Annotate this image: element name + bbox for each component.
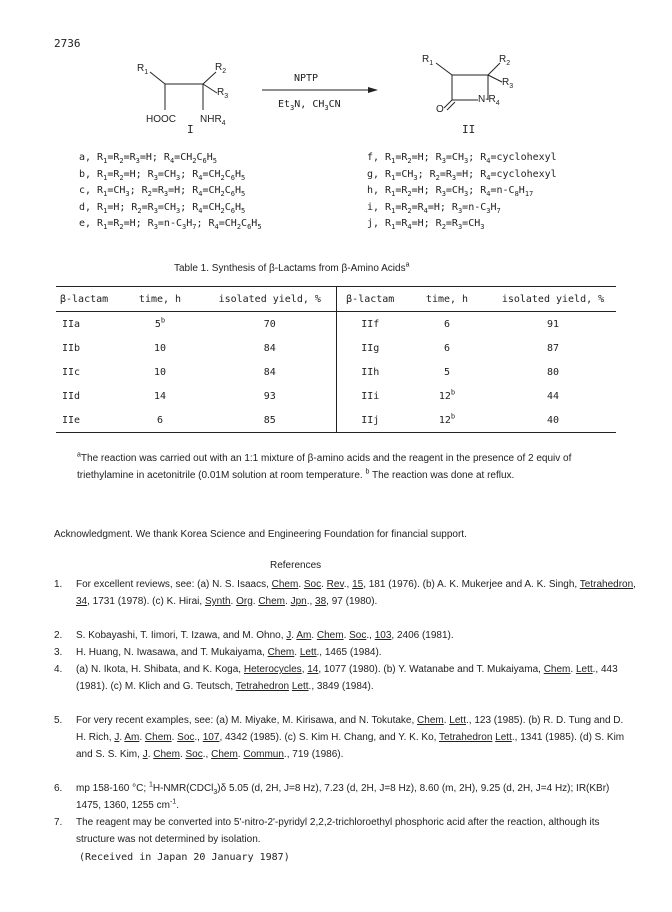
compound-g: g, $R_1=CH_3$; $R_2=R_3=H$; $R_4=cyclohexyl$ xyxy=(367,168,557,182)
compound-e: e, $R_1=R_2=H$; $R_3=n-C_3H_7$; $R_4=CH_2C_6H_5$ xyxy=(79,218,262,231)
table-footnotes xyxy=(77,450,577,484)
compound-f: f, $R_1=R_2=H$; $R_3=CH_3$; $R_4=cyclohexyl$ xyxy=(367,152,557,165)
reagent-below: $Et_3N$, $CH_3CN$ xyxy=(278,99,341,112)
table-cell: 87 xyxy=(546,342,560,354)
reference-item: 3. H. Huang, N. Iwasawa, and T. Mukaiyama, Chem. Lett., 1465 (1984). xyxy=(54,644,636,661)
table-cell: 85 xyxy=(263,414,276,426)
reaction-arrow xyxy=(262,87,378,93)
results-table xyxy=(56,286,616,433)
table-cell: 6 xyxy=(443,318,451,330)
table-header: β-lactam xyxy=(60,293,109,305)
table-header: isolated yield, % xyxy=(501,293,605,305)
table-caption xyxy=(174,263,410,274)
compound-c: c, $R_1=CH_3$; $R_2=R_3=H$; $R_4=CH_2C_6H_5$ xyxy=(79,185,246,198)
table-cell: 44 xyxy=(546,390,560,402)
reference-number: 5. xyxy=(54,715,63,726)
table-row xyxy=(56,336,616,360)
reagent-above: NPTP xyxy=(294,73,319,84)
table-cell: 10 xyxy=(153,366,167,378)
table-caption-note: a xyxy=(405,261,410,269)
table-header: isolated yield, % xyxy=(218,293,321,305)
footnote-b-marker: b xyxy=(450,388,456,397)
reference-item: 6. mp 158-160 °C; $^1$H-NMR(CDCl$_3$)δ 5.05 (d, 2H, J=8 Hz), 7.23 (d, 2H, J=8 Hz), 8.60 (m, 2H), 9.25 (d, 2H, J=4 Hz); IR(KBr) 1475, 1360, 1255 $cm^{-1}$. xyxy=(54,781,610,811)
table-cell-value: 5 xyxy=(154,318,161,330)
table-cell: 91 xyxy=(546,318,560,330)
table-cell: IIb xyxy=(62,342,81,354)
label-hooc: HOOC xyxy=(146,114,176,125)
acknowledgment: Acknowledgment. We thank Korea Science and Engineering Foundation for financial support. xyxy=(54,529,467,540)
table-row xyxy=(56,384,616,408)
table-caption-text: Table 1. Synthesis of β-Lactams from β-Amino Acids xyxy=(174,263,406,274)
reference-item: 7. The reagent may be converted into 5'-nitro-2'-pyridyl 2,2,2-trichloroethyl phosphoric acid after the reaction, although its structure was not determined by isolation. xyxy=(54,814,636,848)
compound-a: a, $R_1=R_2=R_3=H$; $R_4=CH_2C_6H_5$ xyxy=(79,152,217,165)
table-cell: IIg xyxy=(336,336,404,360)
compound-b: b, $R_1=R_2=H$; $R_3=CH_3$; $R_4=CH_2C_6H_5$ xyxy=(79,168,246,182)
footnote-b-marker: b xyxy=(450,412,456,421)
table-cell: 84 xyxy=(263,366,276,378)
label-r1: $R_1$ xyxy=(137,63,149,76)
references-heading: References xyxy=(270,560,322,571)
table-cell: 10 xyxy=(153,342,167,354)
table-cell: IIi xyxy=(336,384,404,408)
reference-item: 2. S. Kobayashi, T. Iimori, T. Izawa, and M. Ohno, J. Am. Chem. Soc., 103, 2406 (1981). xyxy=(54,627,636,644)
table-cell: IIc xyxy=(62,366,81,378)
compound-i: i, $R_1=R_2=R_4=H$; $R_3=n-C_3H_7$ xyxy=(367,201,501,215)
table-cell xyxy=(116,312,204,336)
compound-d: d, $R_1=H$; $R_2=R_3=CH_3$; $R_4=CH_2C_6H_5$ xyxy=(79,201,246,215)
footnote-a: The reaction was carried out with an 1:1 mixture of β-amino acids and the reagent in the presence of 2 equiv of triethylamine in acetonitrile (0.01M solution at room temperature. xyxy=(77,453,572,481)
table-cell: IIh xyxy=(336,360,404,384)
substituent-list-right xyxy=(367,150,557,233)
table-cell: 5 xyxy=(443,366,451,378)
footnote-a-marker: a xyxy=(77,451,81,459)
table-cell: IIj xyxy=(336,408,404,432)
reaction-scheme xyxy=(0,0,672,145)
label-r1: $R_1$ xyxy=(422,54,434,67)
substituent-list-left xyxy=(79,150,262,233)
reference-item: 1. For excellent reviews, see: (a) N. S. Isaacs, Chem. Soc. Rev., 15, 181 (1976). (b) A. K. Mukerjee and A. K. Singh, Tetrahedron, 34, 1731 (1978). (c) K. Hirai, Synth. Org. Chem. Jpn., 38, 97 (1980). xyxy=(54,576,636,610)
scheme-structures xyxy=(0,0,672,145)
table-cell: 6 xyxy=(443,342,451,354)
table-cell: 40 xyxy=(546,414,560,426)
table-cell: 14 xyxy=(153,390,167,402)
reference-item: 4. (a) N. Ikota, H. Shibata, and K. Koga, Heterocycles, 14, 1077 (1980). (b) Y. Watanabe and T. Mukaiyama, Chem. Lett., 443 (1981). (c) M. Klich and G. Teutsch, Tetrahedron Lett., 3849 (1984). xyxy=(54,661,636,695)
table-cell: 70 xyxy=(263,318,276,330)
reference-number: 2. xyxy=(54,630,63,641)
table-cell: 6 xyxy=(156,414,164,426)
table-row xyxy=(56,360,616,384)
table-cell xyxy=(404,408,490,432)
footnote-b-marker: b xyxy=(365,468,370,476)
table-cell: 84 xyxy=(263,342,276,354)
reference-number: 3. xyxy=(54,647,63,658)
table-row xyxy=(56,312,616,336)
label-r2: $R_2$ xyxy=(499,54,511,67)
label-r3: $R_3$ xyxy=(217,87,229,100)
structure-i-bonds xyxy=(150,72,217,110)
page-number: 2736 xyxy=(54,37,81,50)
compound-j: j, $R_1=R_4=H$; $R_2=R_3=CH_3$ xyxy=(367,218,485,231)
compound-number-i: I xyxy=(187,123,194,136)
table-cell: IId xyxy=(62,390,81,402)
table-cell: IIa xyxy=(62,318,81,330)
received-date: (Received in Japan 20 January 1987) xyxy=(79,852,290,863)
compound-number-ii: II xyxy=(462,123,476,136)
table-cell xyxy=(404,384,490,408)
reference-number: 6. xyxy=(54,783,63,794)
label-nhr4: $NHR_4$ xyxy=(200,114,226,127)
table-row xyxy=(56,408,616,432)
reference-item: 5. For very recent examples, see: (a) M. Miyake, M. Kirisawa, and N. Tokutake, Chem. Lett., 123 (1985). (b) R. D. Tung and D. H. Rich, J. Am. Chem. Soc., 107, 4342 (1985). (c) S. Kim H. Chang, and Y. K. Ko, Tetrahedron Lett., 1341 (1985). (d) S. Kim and S. S. Kim, J. Chem. Soc., Chem. Commun., 719 (1986). xyxy=(54,712,636,763)
table-cell: IIe xyxy=(62,414,81,426)
table-header: time, h xyxy=(138,293,182,305)
label-r2: $R_2$ xyxy=(215,62,227,75)
reference-number: 1. xyxy=(54,579,63,590)
label-nr4: $N-R_4$ xyxy=(478,94,500,107)
reference-number: 4. xyxy=(54,664,63,675)
label-o: O xyxy=(436,104,444,115)
footnote-b-marker: b xyxy=(160,316,166,325)
table-cell-value: 12 xyxy=(438,390,451,402)
table-cell: 80 xyxy=(546,366,560,378)
label-r3: $R_3$ xyxy=(502,77,514,90)
compound-h: h, $R_1=R_2=H$; $R_3=CH_3$; $R_4=n-C_8H_{17}$ xyxy=(367,185,534,198)
table-cell-value: 12 xyxy=(438,414,451,426)
reference-number: 7. xyxy=(54,817,63,828)
table-cell: IIf xyxy=(336,312,404,336)
table-cell: 93 xyxy=(263,390,276,402)
table-header: β-lactam xyxy=(336,287,404,312)
table-header: time, h xyxy=(425,293,469,305)
footnote-b: The reaction was done at reflux. xyxy=(372,470,515,481)
table-header-row xyxy=(56,287,616,312)
